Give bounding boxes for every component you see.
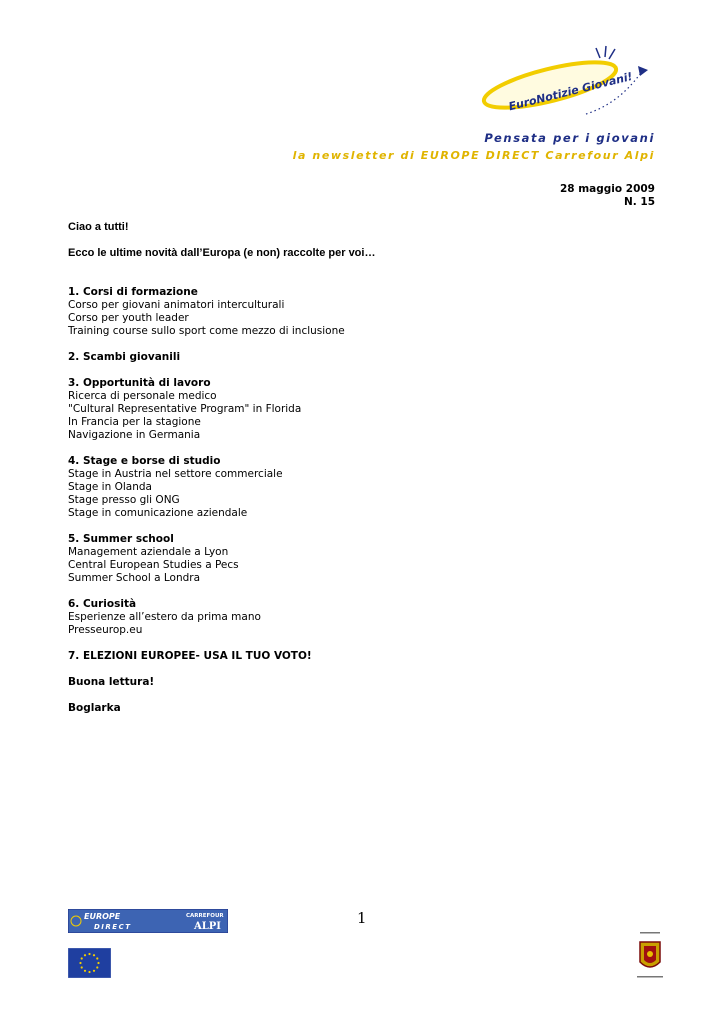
eu-flag-icon (68, 948, 111, 978)
list-item[interactable]: Stage in Austria nel settore commerciale (68, 468, 283, 480)
flag-star (93, 954, 95, 956)
flag-star (88, 971, 90, 973)
list-item[interactable]: Esperienze all’estero da prima mano (68, 611, 261, 623)
euronotizie-logo (478, 40, 653, 120)
section-stage (68, 455, 648, 520)
list-item[interactable]: Summer School a Londra (68, 572, 201, 584)
banner-alpi-text: ALPI (194, 921, 221, 932)
list-item[interactable]: Central European Studies a Pecs (68, 559, 239, 571)
flag-star (96, 966, 98, 968)
section-title[interactable]: 2. Scambi giovanili (68, 351, 181, 363)
banner-direct-text: DIRECT (94, 923, 132, 931)
list-item[interactable]: Stage presso gli ONG (68, 494, 180, 506)
list-item[interactable]: Ricerca di personale medico (68, 390, 217, 402)
flag-star (93, 970, 95, 972)
section-curiosita (68, 598, 648, 637)
list-item[interactable]: Navigazione in Germania (68, 429, 201, 441)
europe-direct-banner (68, 909, 228, 933)
tagline-line-2: la newsletter di EUROPE DIRECT Carrefour Alpi (292, 149, 655, 162)
banner-europe-text: EUROPE (84, 912, 121, 921)
section-title: 6. Curiosità (68, 598, 137, 610)
tagline-line-1: Pensata per i giovani (484, 131, 655, 145)
flag-star (84, 970, 86, 972)
issue-number: N. 15 (623, 196, 655, 208)
signature: Boglarka (68, 702, 121, 714)
section-summer-school (68, 533, 648, 585)
section-title: 3. Opportunità di lavoro (68, 377, 211, 389)
issue-date: 28 maggio 2009 (559, 183, 655, 195)
section-title: 1. Corsi di formazione (68, 286, 198, 298)
list-item[interactable]: Management aziendale a Lyon (68, 546, 229, 558)
list-item[interactable]: "Cultural Representative Program" in Florida (68, 403, 302, 415)
list-item[interactable]: Corso per youth leader (68, 312, 189, 324)
flag-star (81, 966, 83, 968)
newsletter-body (68, 221, 648, 715)
list-item[interactable]: Stage in Olanda (68, 481, 152, 493)
closing-text: Buona lettura! (68, 676, 155, 688)
list-item[interactable]: Training course sullo sport come mezzo di inclusione (68, 325, 345, 337)
flag-star (88, 953, 90, 955)
section-scambi (68, 351, 648, 364)
intro-text: Ecco le ultime novità dall’Europa (e non) raccolte per voi… (68, 247, 376, 259)
crest-logo (620, 928, 680, 988)
logo-text: EuroNotizie Giovani! (507, 69, 634, 114)
section-elezioni (68, 650, 648, 663)
flag-star (81, 957, 83, 959)
list-item[interactable]: Stage in comunicazione aziendale (68, 507, 248, 519)
flag-star (84, 954, 86, 956)
issue-info (560, 183, 655, 209)
banner-carrefour-text: CARREFOUR (186, 913, 224, 919)
flag-star (97, 962, 99, 964)
list-item[interactable]: Presseurop.eu (68, 624, 143, 636)
page-number: 1 (357, 909, 367, 927)
section-title: 5. Summer school (68, 533, 174, 545)
flag-star (96, 957, 98, 959)
flag-star (79, 962, 81, 964)
section-title: 4. Stage e borse di studio (68, 455, 221, 467)
list-item[interactable]: Corso per giovani animatori interculturali (68, 299, 285, 311)
section-corsi (68, 286, 648, 338)
newsletter-tagline (293, 129, 655, 165)
section-title[interactable]: 7. ELEZIONI EUROPEE- USA IL TUO VOTO! (68, 650, 312, 662)
list-item[interactable]: In Francia per la stagione (68, 416, 201, 428)
greeting: Ciao a tutti! (68, 221, 129, 233)
section-lavoro (68, 377, 648, 442)
